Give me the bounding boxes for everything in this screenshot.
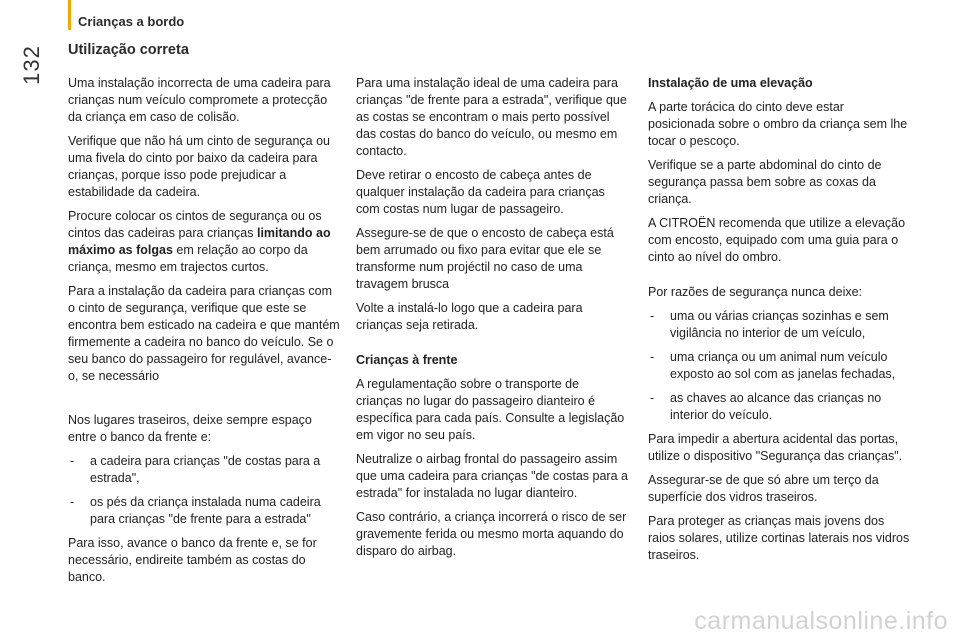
paragraph: Verifique se a parte abdominal do cinto de segurança passa bem sobre as coxas da criança. bbox=[648, 158, 882, 206]
paragraph: Por razões de segurança nunca deixe: bbox=[648, 285, 863, 299]
emphasis-text: limitando ao máximo as folgas bbox=[68, 226, 331, 257]
paragraph: Uma instalação incorrecta de uma cadeira para crianças num veículo compromete a protecção da criança em caso de colisão. bbox=[68, 76, 331, 124]
list-item: - a cadeira para crianças "de costas para a estrada", bbox=[68, 453, 340, 487]
paragraph: Volte a instalá-lo logo que a cadeira para crianças seja retirada. bbox=[356, 301, 583, 332]
paragraph: Para impedir a abertura acidental das portas, utilize o dispositivo "Segurança das crianças". bbox=[648, 432, 903, 463]
paragraph: Verifique que não há um cinto de segurança ou uma fivela do cinto por baixo da cadeira para crianças, porque isso pode prejudicar a estabilidade da cadeira. bbox=[68, 134, 330, 199]
paragraph: Neutralize o airbag frontal do passageiro assim que uma cadeira para crianças "de costas para a estrada" for instalada no lugar dianteiro. bbox=[356, 452, 628, 500]
paragraph: Assegure-se de que o encosto de cabeça está bem arrumado ou fixo para evitar que ele se transforme num projéctil no caso de uma travagem brusca bbox=[356, 226, 614, 291]
list-item: - uma ou várias crianças sozinhas e sem vigilância no interior de um veículo, bbox=[648, 308, 910, 342]
subheading: Instalação de uma elevação bbox=[648, 76, 813, 90]
page-title: Utilização correta bbox=[68, 42, 189, 58]
section-header: Crianças a bordo bbox=[78, 14, 185, 29]
paragraph: A parte torácica do cinto deve estar posicionada sobre o ombro da criança sem lhe tocar o pescoço. bbox=[648, 100, 908, 148]
paragraph: Para isso, avance o banco da frente e, se for necessário, endireite também as costas do banco. bbox=[68, 536, 317, 584]
paragraph: Para a instalação da cadeira para crianças com o cinto de segurança, verifique que este se encontra bem esticado na cadeira e que mantém firmemente a cadeira no banco do veículo. Se o seu banco do passageiro for regulável, avance-o, se necessário bbox=[68, 284, 340, 383]
paragraph-text: Procure colocar os cintos de segurança ou os cintos das cadeiras para crianças bbox=[68, 209, 322, 240]
paragraph: Para uma instalação ideal de uma cadeira para crianças "de frente para a estrada", verifique que as costas se encontram o mais perto possível das costas do banco do veículo, ou mesmo em contacto. bbox=[356, 76, 627, 158]
paragraph-text: em relação ao corpo da criança, mesmo em trajectos curtos. bbox=[68, 243, 308, 274]
text-column-3 bbox=[648, 75, 910, 571]
page-number bbox=[19, 42, 44, 88]
text-column-1 bbox=[68, 75, 340, 593]
paragraph bbox=[68, 208, 340, 276]
dash-list bbox=[68, 453, 340, 528]
list-item: - as chaves ao alcance das crianças no interior do veículo. bbox=[648, 390, 910, 424]
text-column-2 bbox=[356, 75, 628, 567]
watermark: carmanualsonline.info bbox=[694, 607, 948, 635]
paragraph: Caso contrário, a criança incorrerá o risco de ser gravemente ferida ou mesmo morta aquando do disparo do airbag. bbox=[356, 510, 627, 558]
dash-list bbox=[648, 308, 910, 424]
list-item: - uma criança ou um animal num veículo exposto ao sol com as janelas fechadas, bbox=[648, 349, 910, 383]
paragraph: Deve retirar o encosto de cabeça antes de qualquer instalação da cadeira para crianças com costas num lugar de passageiro. bbox=[356, 168, 605, 216]
section-accent-bar bbox=[68, 0, 71, 30]
paragraph: A CITROËN recomenda que utilize a elevação com encosto, equipado com uma guia para o cinto ao nível do ombro. bbox=[648, 216, 906, 264]
page-number-text: 132 bbox=[19, 45, 44, 85]
paragraph: Assegurar-se de que só abre um terço da superfície dos vidros traseiros. bbox=[648, 473, 879, 504]
paragraph: Para proteger as crianças mais jovens dos raios solares, utilize cortinas laterais nos vidros traseiros. bbox=[648, 514, 910, 562]
list-item: - os pés da criança instalada numa cadeira para crianças "de frente para a estrada" bbox=[68, 494, 340, 528]
paragraph: Nos lugares traseiros, deixe sempre espaço entre o banco da frente e: bbox=[68, 413, 312, 444]
paragraph: A regulamentação sobre o transporte de crianças no lugar do passageiro dianteiro é específica para cada país. Consulte a legislação em vigor no seu país. bbox=[356, 377, 625, 442]
subheading: Crianças à frente bbox=[356, 353, 458, 367]
